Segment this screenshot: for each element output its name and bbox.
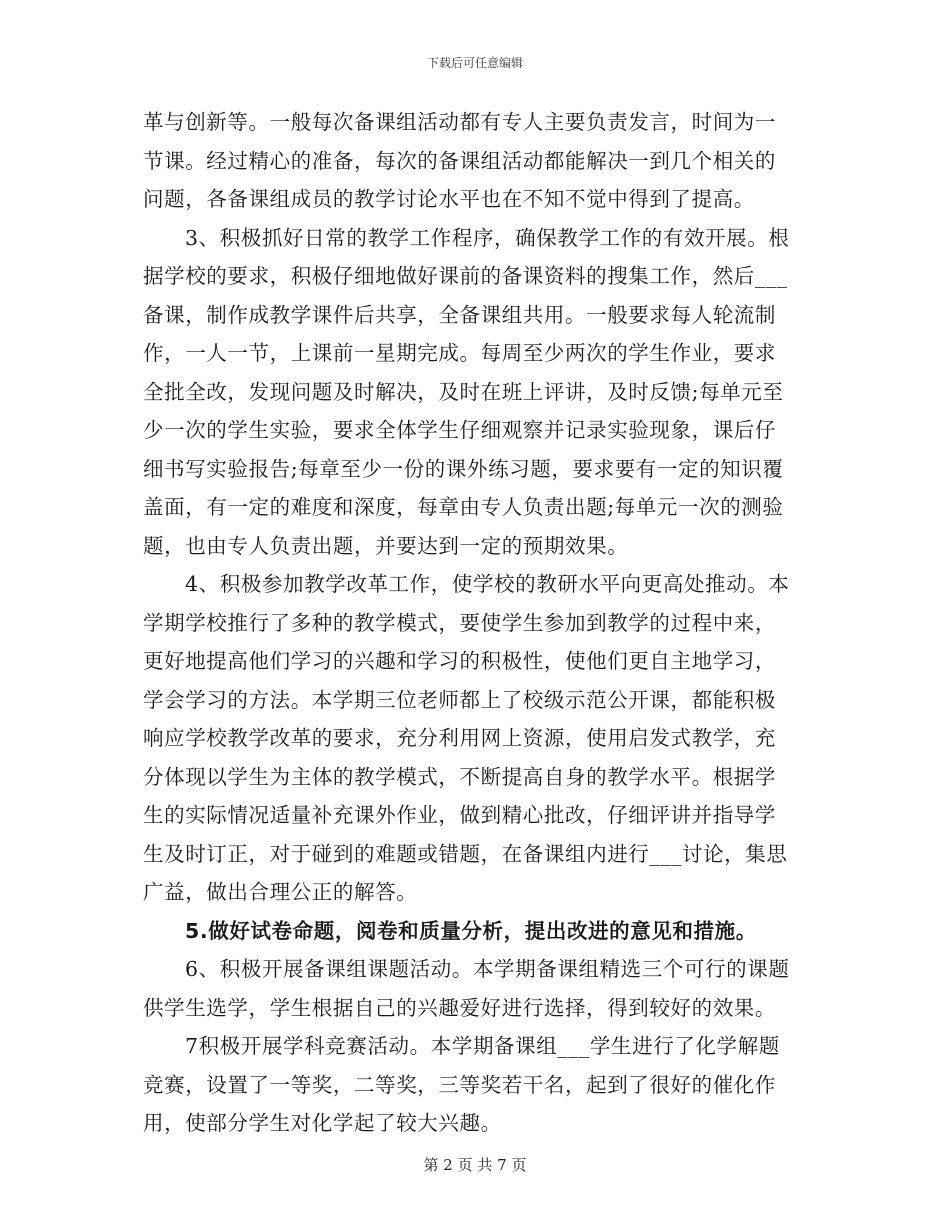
text-line: 据学校的要求，积极仔细地做好课前的备课资料的搜集工作，然后___ <box>143 264 788 288</box>
text-line: 分体现以学生为主体的教学模式，不断提高自身的教学水平。根据学 <box>143 764 776 789</box>
paragraph-6-start: 6、积极开展备课组课题活动。本学期备课组精选三个可行的课题 <box>185 957 790 981</box>
paragraph-3-start: 3、积极抓好日常的教学工作程序，确保教学工作的有效开展。根 <box>185 225 790 250</box>
text-line: 问题，各备课组成员的教学讨论水平也在不知不觉中得到了提高。 <box>143 187 755 211</box>
text-line: 用，使部分学生对化学起了较大兴趣。 <box>143 1111 502 1135</box>
document-body <box>143 103 808 1143</box>
text-line: 生及时订正，对于碰到的难题或错题，在备课组内进行___讨论，集思 <box>143 841 788 866</box>
text-line: 节课。经过精心的准备，每次的备课组活动都能解决一到几个相关的 <box>143 148 776 173</box>
text-line: 生的实际情况适量补充课外作业，做到精心批改，仔细评讲并指导学 <box>143 803 776 827</box>
header-note: 下载后可任意编辑 <box>426 56 523 70</box>
paragraph-4-start: 4、积极参加教学改革工作，使学校的教研水平向更高处推动。本 <box>185 572 790 596</box>
text-line: 供学生选学，学生根据自己的兴趣爱好进行选择，得到较好的效果。 <box>143 995 776 1020</box>
text-line: 响应学校教学改革的要求，充分利用网上资源，使用启发式教学，充 <box>143 726 776 750</box>
text-line: 题，也由专人负责出题，并要达到一定的预期效果。 <box>143 533 629 558</box>
paragraph-7-start: 7积极开展学科竞赛活动。本学期备课组___学生进行了化学解题 <box>185 1034 780 1058</box>
text-line: 革与创新等。一般每次备课组活动都有专人主要负责发言，时间为一 <box>143 110 776 134</box>
paragraph-5-heading: 5.做好试卷命题，阅卷和质量分析，提出改进的意见和措施。 <box>185 918 757 943</box>
text-line: 学期学校推行了多种的教学模式，要使学生参加到教学的过程中来， <box>143 610 776 635</box>
text-line: 盖面，有一定的难度和深度，每章由专人负责出题;每单元一次的测验 <box>143 495 784 519</box>
text-line: 广益，做出合理公正的解答。 <box>143 880 418 904</box>
text-line: 细书写实验报告;每章至少一份的课外练习题，要求要有一定的知识覆 <box>143 456 784 481</box>
text-line: 作，一人一节，上课前一星期完成。每周至少两次的学生作业，要求 <box>143 341 776 365</box>
text-line: 备课，制作成教学课件后共享，全备课组共用。一般要求每人轮流制 <box>143 302 776 327</box>
text-line: 全批全改，发现问题及时解决，及时在班上评讲，及时反馈;每单元至 <box>143 379 784 404</box>
text-line: 学会学习的方法。本学期三位老师都上了校级示范公开课，都能积极 <box>143 687 776 712</box>
text-line: 更好地提高他们学习的兴趣和学习的积极性，使他们更自主地学习， <box>143 649 776 673</box>
text-line: 少一次的学生实验，要求全体学生仔细观察并记录实验现象，课后仔 <box>143 418 776 442</box>
text-line: 竞赛，设置了一等奖，二等奖，三等奖若干名，起到了很好的催化作 <box>143 1072 776 1097</box>
page-number-footer: 第 2 页 共 7 页 <box>423 1156 527 1174</box>
